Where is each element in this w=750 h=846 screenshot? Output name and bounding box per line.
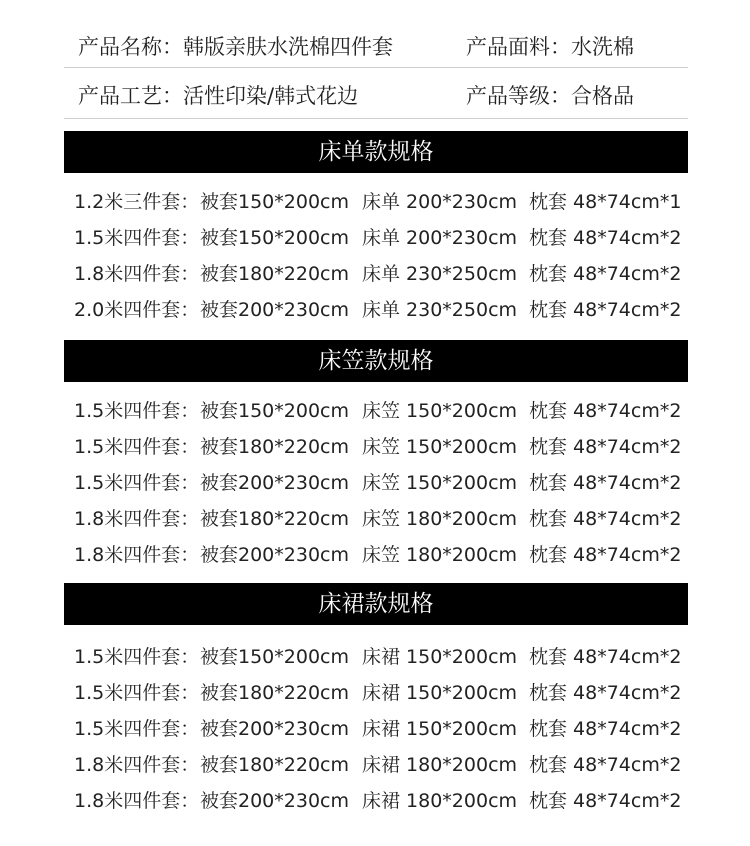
product-name (78, 32, 393, 62)
spec-duvet: 被套180*220cm (200, 263, 349, 285)
product-name-label: 产品名称： (78, 35, 183, 59)
spec-sheet: 床笠 150*200cm (362, 436, 518, 458)
spec-pillow: 枕套 48*74cm*2 (529, 227, 682, 249)
product-grade (466, 81, 634, 111)
spec-pillow: 枕套 48*74cm*1 (529, 191, 682, 213)
spec-pillow: 枕套 48*74cm*2 (529, 400, 682, 422)
spec-row (74, 786, 694, 816)
product-name-value: 韩版亲肤水洗棉四件套 (183, 35, 393, 59)
spec-row (74, 540, 694, 570)
spec-row (74, 295, 694, 325)
spec-row (74, 750, 694, 780)
spec-duvet: 被套200*230cm (200, 718, 349, 740)
spec-size: 1.5米四件套： (74, 472, 200, 494)
spec-duvet: 被套180*220cm (200, 754, 349, 776)
spec-size: 1.8米四件套： (74, 754, 200, 776)
spec-size: 1.5米四件套： (74, 436, 200, 458)
spec-duvet: 被套180*220cm (200, 436, 349, 458)
spec-pillow: 枕套 48*74cm*2 (529, 436, 682, 458)
spec-duvet: 被套150*200cm (200, 227, 349, 249)
spec-pillow: 枕套 48*74cm*2 (529, 299, 682, 321)
spec-row (74, 432, 694, 462)
spec-row (74, 396, 694, 426)
spec-size: 1.5米四件套： (74, 718, 200, 740)
spec-duvet: 被套200*230cm (200, 472, 349, 494)
spec-row (74, 714, 694, 744)
spec-size: 1.8米四件套： (74, 790, 200, 812)
product-fabric-label: 产品面料： (466, 35, 571, 59)
spec-sheet: 床裙 180*200cm (362, 790, 518, 812)
spec-duvet: 被套200*230cm (200, 790, 349, 812)
section-header-sheet: 床单款规格 (64, 131, 688, 173)
spec-sheet: 床裙 150*200cm (362, 718, 518, 740)
spec-pillow: 枕套 48*74cm*2 (529, 263, 682, 285)
section-header-fitted: 床笠款规格 (64, 340, 688, 382)
product-fabric (466, 32, 634, 62)
spec-row (74, 187, 694, 217)
spec-sheet: 床单 230*250cm (362, 299, 518, 321)
spec-row (74, 642, 694, 672)
spec-size: 1.5米四件套： (74, 682, 200, 704)
spec-sheet: 床单 200*230cm (362, 227, 518, 249)
spec-sheet: 床裙 180*200cm (362, 754, 518, 776)
spec-pillow: 枕套 48*74cm*2 (529, 718, 682, 740)
spec-size: 1.5米四件套： (74, 646, 200, 668)
spec-sheet: 床单 230*250cm (362, 263, 518, 285)
spec-size: 1.8米四件套： (74, 263, 200, 285)
spec-size: 2.0米四件套： (74, 299, 200, 321)
spec-sheet: 床笠 150*200cm (362, 400, 518, 422)
spec-duvet: 被套200*230cm (200, 299, 349, 321)
spec-sheet: 床单 200*230cm (362, 191, 518, 213)
spec-row (74, 504, 694, 534)
spec-pillow: 枕套 48*74cm*2 (529, 472, 682, 494)
spec-row (74, 259, 694, 289)
spec-pillow: 枕套 48*74cm*2 (529, 790, 682, 812)
spec-size: 1.2米三件套： (74, 191, 200, 213)
spec-size: 1.8米四件套： (74, 544, 200, 566)
spec-sheet: 床笠 150*200cm (362, 472, 518, 494)
spec-row (74, 223, 694, 253)
spec-sheet: 床裙 150*200cm (362, 682, 518, 704)
spec-pillow: 枕套 48*74cm*2 (529, 682, 682, 704)
divider (64, 118, 688, 119)
spec-duvet: 被套200*230cm (200, 544, 349, 566)
product-craft-value: 活性印染/韩式花边 (183, 84, 359, 108)
spec-pillow: 枕套 48*74cm*2 (529, 754, 682, 776)
spec-duvet: 被套150*200cm (200, 400, 349, 422)
product-grade-value: 合格品 (571, 84, 634, 108)
spec-row (74, 468, 694, 498)
spec-sheet: 床笠 180*200cm (362, 544, 518, 566)
product-fabric-value: 水洗棉 (571, 35, 634, 59)
spec-pillow: 枕套 48*74cm*2 (529, 646, 682, 668)
spec-row (74, 678, 694, 708)
spec-size: 1.8米四件套： (74, 508, 200, 530)
spec-duvet: 被套180*220cm (200, 508, 349, 530)
product-craft (78, 81, 358, 111)
spec-duvet: 被套150*200cm (200, 646, 349, 668)
section-header-skirt: 床裙款规格 (64, 583, 688, 625)
product-craft-label: 产品工艺： (78, 84, 183, 108)
spec-duvet: 被套180*220cm (200, 682, 349, 704)
spec-sheet: 床笠 180*200cm (362, 508, 518, 530)
spec-pillow: 枕套 48*74cm*2 (529, 544, 682, 566)
spec-size: 1.5米四件套： (74, 227, 200, 249)
divider (64, 67, 688, 68)
spec-sheet: 床裙 150*200cm (362, 646, 518, 668)
product-grade-label: 产品等级： (466, 84, 571, 108)
spec-pillow: 枕套 48*74cm*2 (529, 508, 682, 530)
spec-size: 1.5米四件套： (74, 400, 200, 422)
spec-duvet: 被套150*200cm (200, 191, 349, 213)
